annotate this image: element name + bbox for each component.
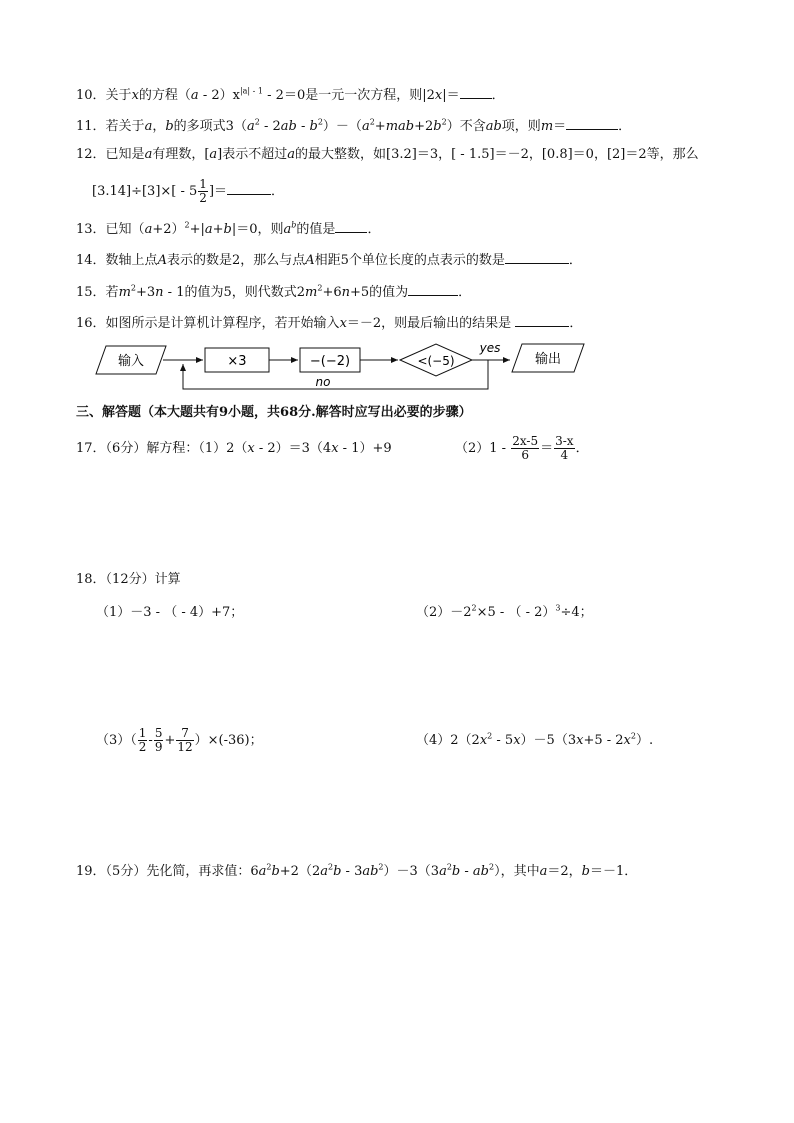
q-number: 10． — [76, 88, 106, 103]
exponent: 2 — [266, 862, 272, 872]
fraction — [511, 435, 539, 462]
question-17-part-2 — [455, 433, 589, 465]
text: - 3 — [341, 864, 363, 879]
exponent: 2 — [378, 862, 384, 872]
var: n — [341, 285, 350, 300]
text: （5分）先化简，再求值：6 — [105, 864, 259, 879]
loop-no — [183, 360, 488, 389]
var: a — [246, 119, 255, 134]
text: ×5 - （ - 2） — [476, 605, 556, 620]
q-number: 14． — [76, 253, 106, 268]
var: x — [623, 733, 631, 748]
question-17 — [76, 441, 392, 457]
question-15 — [76, 283, 471, 301]
q-number: 12． — [76, 147, 106, 162]
question-18 — [76, 572, 181, 588]
var: ab — [472, 864, 489, 879]
input-label: 输入 — [117, 354, 145, 369]
text: （12分）计算 — [105, 572, 181, 587]
text: 表示的数是2，那么与点 — [166, 253, 306, 268]
var: mab — [385, 119, 415, 134]
answer-blank[interactable] — [460, 86, 492, 99]
var: ab — [485, 119, 502, 134]
question-18-part-4 — [416, 733, 653, 749]
var: x — [232, 88, 240, 103]
text: - 2）＝3（4 — [254, 441, 332, 456]
text: （6分）解方程：（1）2（ — [105, 441, 248, 456]
var: a — [361, 119, 370, 134]
exponent: 2 — [184, 220, 190, 230]
text: ． — [271, 184, 285, 199]
text: - 2） — [198, 88, 233, 103]
text: ． — [569, 316, 583, 331]
numerator: 3-x — [555, 434, 574, 448]
exponent: 2 — [446, 862, 452, 872]
text: 已知是 — [105, 147, 145, 162]
text: ． — [458, 285, 472, 300]
text: 的多项式3（ — [173, 119, 247, 134]
answer-blank[interactable] — [335, 220, 367, 233]
question-14 — [76, 251, 582, 269]
answer-blank[interactable] — [227, 182, 271, 195]
var: x — [576, 733, 584, 748]
fraction — [198, 178, 208, 205]
numerator: 7 — [176, 727, 193, 741]
multiply-label: ×3 — [227, 354, 247, 369]
condition-diamond — [400, 344, 472, 376]
denominator: 2 — [199, 191, 207, 205]
denominator: 9 — [154, 740, 163, 754]
text: 已知（ — [105, 222, 145, 237]
text: ）－（ — [322, 119, 362, 134]
question-18-part-3 — [96, 725, 263, 757]
output-label: 输出 — [534, 352, 562, 367]
text: 若 — [105, 285, 119, 300]
q-number: 19． — [76, 864, 106, 879]
var: b — [165, 119, 174, 134]
exponent: b — [291, 220, 297, 230]
text: 的方程（ — [138, 88, 191, 103]
text: ＝－2，则最后输出的结果是 — [346, 316, 516, 331]
text: ）. — [635, 733, 654, 748]
var: x — [513, 733, 521, 748]
var: ab — [280, 119, 297, 134]
text: + — [164, 733, 176, 748]
text: - — [460, 864, 473, 879]
text: - 2＝0是一元一次方程，则|2 — [263, 88, 435, 103]
text: 的值是 — [296, 222, 336, 237]
question-11 — [76, 117, 631, 135]
text: |＝0，则 — [231, 222, 284, 237]
text: （3）（ — [96, 733, 137, 748]
var: a — [190, 88, 199, 103]
text: +3 — [135, 285, 156, 300]
var: b — [223, 222, 232, 237]
text: ÷4； — [560, 605, 593, 620]
text: ＝ — [553, 119, 567, 134]
text: - 1）+9 — [338, 441, 392, 456]
var: x — [479, 733, 488, 748]
output-parallelogram — [512, 344, 584, 372]
text: ＝2， — [547, 864, 582, 879]
text: ）不含 — [446, 119, 486, 134]
var: ab — [362, 864, 379, 879]
answer-blank[interactable] — [408, 283, 458, 296]
text: + — [212, 222, 224, 237]
condition-label: <(−5) — [417, 354, 455, 368]
var: m — [305, 285, 318, 300]
exponent: 2 — [471, 603, 477, 613]
section-3-heading: 三、解答题（本大题共有9小题，共68分.解答时应写出必要的步骤） — [76, 405, 472, 420]
var: b — [451, 864, 461, 879]
exponent: 2 — [489, 862, 495, 872]
var: a — [283, 222, 292, 237]
var: x — [434, 88, 443, 103]
exponent: 2 — [327, 862, 334, 872]
exponent: |a| - 1 — [239, 86, 264, 96]
text: +2 — [414, 119, 434, 134]
text: - 1的值为5，则代数式2 — [163, 285, 306, 300]
var: b — [309, 119, 318, 134]
denominator: 6 — [521, 448, 529, 462]
text: + — [374, 119, 386, 134]
fraction — [176, 727, 193, 754]
var: x — [131, 88, 139, 103]
numerator: 1 — [199, 177, 207, 191]
text: ）－3（3 — [383, 864, 440, 879]
text: ＝－1． — [589, 864, 638, 879]
numerator: 5 — [154, 726, 163, 740]
text: ， — [152, 119, 166, 134]
text: - — [148, 733, 153, 748]
var: a — [209, 147, 218, 162]
question-18-part-2 — [416, 605, 593, 621]
exponent: 2 — [130, 283, 136, 293]
multiply-box — [205, 348, 269, 372]
text: ]＝ — [208, 184, 228, 199]
var: a — [287, 147, 296, 162]
text: [3.14]÷[3]×[ - 5 — [92, 184, 198, 199]
q-number: 18． — [76, 572, 106, 587]
question-19 — [76, 864, 637, 880]
var: A — [157, 253, 167, 268]
exponent: 2 — [441, 117, 447, 127]
var: m — [540, 119, 554, 134]
var: b — [333, 864, 342, 879]
text: |＝ — [442, 88, 460, 103]
text: （4）2（2 — [416, 733, 480, 748]
var: x — [331, 441, 339, 456]
answer-blank[interactable] — [566, 117, 618, 130]
text: 数轴上点 — [105, 253, 158, 268]
numerator: 1 — [138, 726, 147, 740]
text: 相距5个单位长度的点表示的数是 — [314, 253, 505, 268]
var: a — [144, 222, 153, 237]
question-13 — [76, 220, 380, 238]
text: 如图所示是计算机计算程序，若开始输入 — [105, 316, 340, 331]
answer-blank[interactable] — [515, 314, 569, 327]
text: 若关于 — [105, 119, 145, 134]
q-number: 13． — [76, 222, 106, 237]
var: a — [320, 864, 328, 879]
text: （2）－2 — [416, 605, 472, 620]
text: ]表示不超过 — [217, 147, 288, 162]
text: ）－5（3 — [520, 733, 577, 748]
text: +5 - 2 — [583, 733, 624, 748]
text: - 2 — [259, 119, 281, 134]
text: ＝ — [540, 441, 554, 456]
var: a — [204, 222, 213, 237]
text: ）×(-36)； — [194, 733, 263, 748]
exponent: 2 — [487, 731, 493, 741]
fraction — [554, 435, 574, 462]
numerator: 2x-5 — [512, 434, 539, 448]
text: +5的值为 — [349, 285, 409, 300]
text: +| — [189, 222, 205, 237]
text: - — [296, 119, 310, 134]
denominator: 2 — [138, 740, 147, 754]
text: ． — [618, 119, 632, 134]
var: b — [581, 864, 590, 879]
var: b — [271, 864, 280, 879]
subtract-box — [300, 348, 360, 372]
q-number: 11． — [76, 119, 106, 134]
var: A — [305, 253, 315, 268]
text: +2） — [152, 222, 185, 237]
text: ． — [568, 253, 582, 268]
fraction — [154, 727, 164, 754]
text: 项，则 — [501, 119, 541, 134]
question-18-part-1: （1）－3 - （ - 4）+7； — [96, 605, 244, 620]
exponent: 2 — [630, 731, 636, 741]
var: n — [155, 285, 164, 300]
exponent: 2 — [317, 283, 323, 293]
text: ． — [491, 88, 505, 103]
var: a — [539, 864, 548, 879]
answer-blank[interactable] — [505, 251, 569, 264]
var: x — [339, 316, 347, 331]
input-parallelogram — [96, 346, 166, 374]
question-10 — [76, 86, 505, 104]
question-12-line-2 — [92, 178, 284, 205]
q-number: 17． — [76, 441, 106, 456]
exponent: 2 — [317, 117, 323, 127]
text: +6 — [322, 285, 342, 300]
text: +2（2 — [279, 864, 321, 879]
text: 关于 — [105, 88, 132, 103]
denominator: 4 — [560, 448, 569, 462]
question-12 — [76, 147, 699, 163]
var: a — [144, 119, 153, 134]
yes-label: yes — [479, 341, 501, 355]
var: b — [433, 119, 442, 134]
var: x — [247, 441, 255, 456]
text: ），其中 — [494, 864, 540, 879]
no-label: no — [315, 375, 331, 389]
subtract-label: −(−2) — [309, 354, 351, 369]
var: m — [118, 285, 131, 300]
question-16 — [76, 314, 582, 332]
text: 的最大整数，如[3.2]＝3，[ - 1.5]＝－2，[0.8]＝0，[2]＝2等，那么 — [295, 147, 699, 162]
fraction — [138, 727, 148, 754]
q-number: 15． — [76, 285, 106, 300]
var: a — [439, 864, 447, 879]
exponent: 2 — [369, 117, 375, 127]
text: 有理数，[ — [152, 147, 210, 162]
text: - 5 — [492, 733, 514, 748]
var: a — [144, 147, 153, 162]
text: ． — [575, 441, 589, 456]
var: a — [258, 864, 267, 879]
text: （2）1 - — [455, 441, 511, 456]
denominator: 12 — [177, 740, 193, 754]
q-number: 16． — [76, 316, 106, 331]
text: ． — [367, 222, 381, 237]
exponent: 3 — [555, 603, 561, 613]
exponent: 2 — [254, 117, 260, 127]
